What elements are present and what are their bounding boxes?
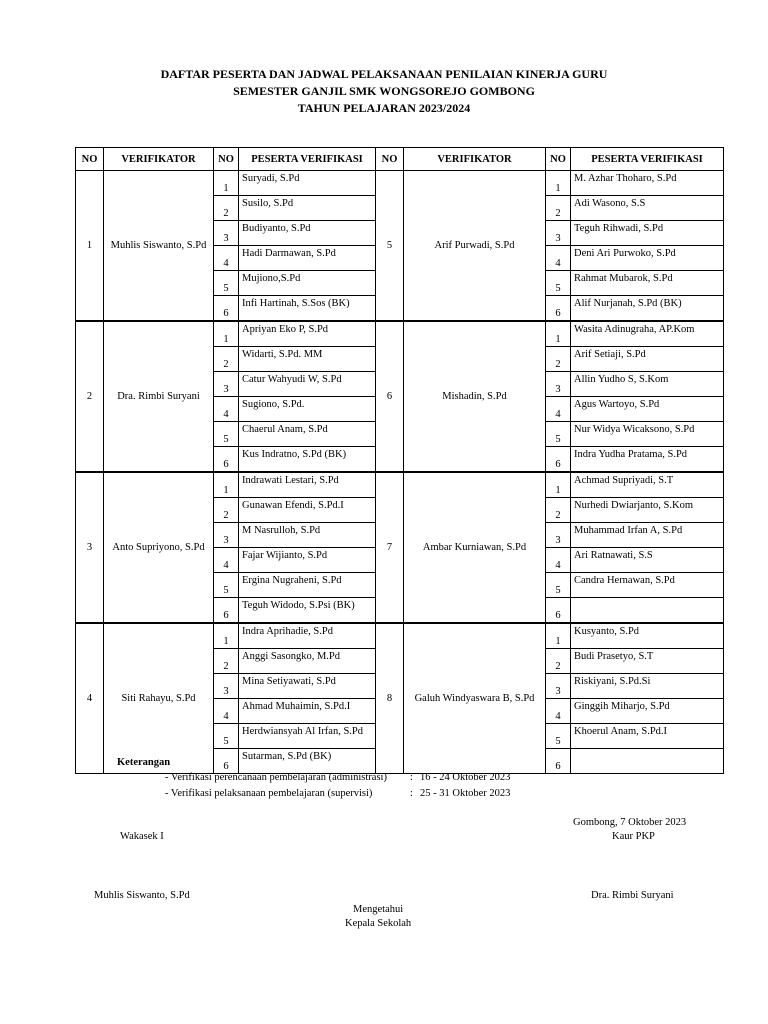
header-peserta: PESERTA VERIFIKASI (571, 148, 724, 171)
verifikator-no: 5 (376, 171, 404, 322)
peserta-no: 6 (546, 598, 571, 624)
verifikator-no: 4 (76, 623, 104, 774)
peserta-no: 3 (546, 674, 571, 699)
peserta-no: 2 (214, 347, 239, 372)
table-body (76, 171, 724, 774)
center-role: Kepala Sekolah (345, 918, 412, 929)
peserta-name: Adi Wasono, S.S (571, 196, 724, 221)
peserta-no: 5 (546, 271, 571, 296)
peserta-name: Infi Hartinah, S.Sos (BK) (239, 296, 376, 322)
keterangan-label: - Verifikasi perencanaan pembelajaran (administrasi) (165, 772, 387, 783)
peserta-name: M. Azhar Thoharo, S.Pd (571, 171, 724, 196)
peserta-name: Nur Widya Wicaksono, S.Pd (571, 422, 724, 447)
title-line-1: DAFTAR PESERTA DAN JADWAL PELAKSANAAN PENILAIAN KINERJA GURU (160, 67, 608, 81)
keterangan-date: 16 - 24 Oktober 2023 (420, 772, 511, 783)
peserta-no: 5 (546, 573, 571, 598)
keterangan-title: Keterangan (117, 757, 171, 768)
peserta-name: Gunawan Efendi, S.Pd.I (239, 498, 376, 523)
peserta-no: 1 (546, 623, 571, 649)
peserta-no: 6 (214, 598, 239, 624)
peserta-no: 6 (546, 447, 571, 473)
peserta-name: Budi Prasetyo, S.T (571, 649, 724, 674)
peserta-name: Anggi Sasongko, M.Pd (239, 649, 376, 674)
peserta-no: 3 (214, 674, 239, 699)
peserta-no: 6 (214, 447, 239, 473)
table-row (76, 472, 724, 498)
peserta-name: Kus Indratno, S.Pd (BK) (239, 447, 376, 473)
verifikator-name: Muhlis Siswanto, S.Pd (104, 171, 214, 322)
left-role: Wakasek I (120, 831, 164, 842)
header-peserta: PESERTA VERIFIKASI (239, 148, 376, 171)
table-row (76, 171, 724, 196)
header-verifikator: VERIFIKATOR (104, 148, 214, 171)
keterangan-date: 25 - 31 Oktober 2023 (420, 788, 511, 799)
peserta-name: Herdwiansyah Al Irfan, S.Pd (239, 724, 376, 749)
peserta-name: Rahmat Mubarok, S.Pd (571, 271, 724, 296)
verifikator-no: 2 (76, 321, 104, 472)
center-label: Mengetahui (353, 904, 404, 915)
peserta-no: 4 (214, 246, 239, 271)
peserta-no: 6 (214, 296, 239, 322)
peserta-name: Agus Wartoyo, S.Pd (571, 397, 724, 422)
peserta-no: 1 (546, 321, 571, 347)
peserta-no: 1 (214, 472, 239, 498)
peserta-name: Hadi Darmawan, S.Pd (239, 246, 376, 271)
schedule-table (75, 147, 724, 774)
peserta-no: 6 (214, 749, 239, 774)
peserta-name: Budiyanto, S.Pd (239, 221, 376, 246)
peserta-name: Mujiono,S.Pd (239, 271, 376, 296)
keterangan-sep: : (410, 788, 413, 799)
peserta-name: Indra Yudha Pratama, S.Pd (571, 447, 724, 473)
peserta-name: Muhammad Irfan A, S.Pd (571, 523, 724, 548)
table-header-row (76, 148, 724, 171)
peserta-name: Fajar Wijianto, S.Pd (239, 548, 376, 573)
keterangan-item (165, 788, 510, 799)
verifikator-name: Arif Purwadi, S.Pd (404, 171, 546, 322)
table-row (76, 623, 724, 649)
peserta-no: 6 (546, 296, 571, 322)
peserta-no: 2 (214, 649, 239, 674)
peserta-name: Indrawati Lestari, S.Pd (239, 472, 376, 498)
title-line-3: TAHUN PELAJARAN 2023/2024 (297, 101, 471, 115)
peserta-no: 5 (546, 724, 571, 749)
peserta-name: Wasita Adinugraha, AP.Kom (571, 321, 724, 347)
header-no: NO (214, 148, 239, 171)
peserta-name: Catur Wahyudi W, S.Pd (239, 372, 376, 397)
place-date: Gombong, 7 Oktober 2023 (573, 817, 687, 828)
peserta-no: 6 (546, 749, 571, 774)
peserta-name: Ginggih Miharjo, S.Pd (571, 699, 724, 724)
peserta-name: M Nasrulloh, S.Pd (239, 523, 376, 548)
peserta-name: Susilo, S.Pd (239, 196, 376, 221)
peserta-name: Teguh Widodo, S.Psi (BK) (239, 598, 376, 624)
keterangan-sep: : (410, 772, 413, 783)
peserta-name: Ergina Nugraheni, S.Pd (239, 573, 376, 598)
peserta-name: Khoerul Anam, S.Pd.I (571, 724, 724, 749)
peserta-no: 1 (546, 171, 571, 196)
peserta-no: 4 (546, 699, 571, 724)
peserta-no: 3 (546, 523, 571, 548)
peserta-no: 3 (214, 523, 239, 548)
peserta-name (571, 598, 724, 624)
peserta-name: Riskiyani, S.Pd.Si (571, 674, 724, 699)
header-verifikator: VERIFIKATOR (404, 148, 546, 171)
peserta-no: 5 (214, 271, 239, 296)
verifikator-name: Anto Supriyono, S.Pd (104, 472, 214, 623)
peserta-name: Suryadi, S.Pd (239, 171, 376, 196)
peserta-name: Apriyan Eko P, S.Pd (239, 321, 376, 347)
table-row (76, 321, 724, 347)
peserta-name: Deni Ari Purwoko, S.Pd (571, 246, 724, 271)
peserta-no: 3 (214, 372, 239, 397)
peserta-no: 3 (546, 372, 571, 397)
verifikator-name: Dra. Rimbi Suryani (104, 321, 214, 472)
right-role: Kaur PKP (612, 831, 655, 842)
peserta-no: 4 (214, 397, 239, 422)
header-no: NO (546, 148, 571, 171)
keterangan-item (165, 772, 510, 783)
peserta-name: Sutarman, S.Pd (BK) (239, 749, 376, 774)
peserta-no: 4 (214, 699, 239, 724)
peserta-no: 2 (546, 649, 571, 674)
peserta-name: Alif Nurjanah, S.Pd (BK) (571, 296, 724, 322)
peserta-name: Ari Ratnawati, S.S (571, 548, 724, 573)
header-no: NO (76, 148, 104, 171)
verifikator-name: Ambar Kurniawan, S.Pd (404, 472, 546, 623)
peserta-no: 1 (546, 472, 571, 498)
document-title (0, 66, 768, 117)
peserta-no: 4 (546, 397, 571, 422)
peserta-no: 4 (546, 548, 571, 573)
peserta-name: Chaerul Anam, S.Pd (239, 422, 376, 447)
peserta-name: Teguh Rihwadi, S.Pd (571, 221, 724, 246)
peserta-no: 3 (546, 221, 571, 246)
peserta-name (571, 749, 724, 774)
peserta-no: 2 (214, 196, 239, 221)
peserta-no: 1 (214, 321, 239, 347)
peserta-name: Sugiono, S.Pd. (239, 397, 376, 422)
peserta-name: Ahmad Muhaimin, S.Pd.I (239, 699, 376, 724)
peserta-no: 5 (214, 422, 239, 447)
verifikator-no: 1 (76, 171, 104, 322)
peserta-name: Allin Yudho S, S.Kom (571, 372, 724, 397)
verifikator-name: Galuh Windyaswara B, S.Pd (404, 623, 546, 774)
verifikator-no: 8 (376, 623, 404, 774)
header-no: NO (376, 148, 404, 171)
peserta-name: Arif Setiaji, S.Pd (571, 347, 724, 372)
peserta-no: 3 (214, 221, 239, 246)
peserta-no: 4 (214, 548, 239, 573)
peserta-no: 2 (214, 498, 239, 523)
title-line-2: SEMESTER GANJIL SMK WONGSOREJO GOMBONG (233, 84, 535, 98)
peserta-name: Kusyanto, S.Pd (571, 623, 724, 649)
peserta-no: 2 (546, 347, 571, 372)
verifikator-no: 6 (376, 321, 404, 472)
keterangan-label: - Verifikasi pelaksanaan pembelajaran (supervisi) (165, 788, 373, 799)
verifikator-no: 3 (76, 472, 104, 623)
verifikator-no: 7 (376, 472, 404, 623)
peserta-no: 5 (214, 724, 239, 749)
left-signatory-name: Muhlis Siswanto, S.Pd (94, 890, 190, 901)
peserta-name: Candra Hernawan, S.Pd (571, 573, 724, 598)
peserta-no: 1 (214, 623, 239, 649)
peserta-no: 5 (214, 573, 239, 598)
peserta-no: 2 (546, 196, 571, 221)
peserta-name: Indra Aprihadie, S.Pd (239, 623, 376, 649)
peserta-name: Achmad Supriyadi, S.T (571, 472, 724, 498)
peserta-no: 1 (214, 171, 239, 196)
peserta-name: Widarti, S.Pd. MM (239, 347, 376, 372)
verifikator-name: Siti Rahayu, S.Pd (104, 623, 214, 774)
right-signatory-name: Dra. Rimbi Suryani (591, 890, 674, 901)
peserta-no: 5 (546, 422, 571, 447)
verifikator-name: Mishadin, S.Pd (404, 321, 546, 472)
peserta-no: 4 (546, 246, 571, 271)
peserta-no: 2 (546, 498, 571, 523)
peserta-name: Nurhedi Dwiarjanto, S.Kom (571, 498, 724, 523)
peserta-name: Mina Setiyawati, S.Pd (239, 674, 376, 699)
